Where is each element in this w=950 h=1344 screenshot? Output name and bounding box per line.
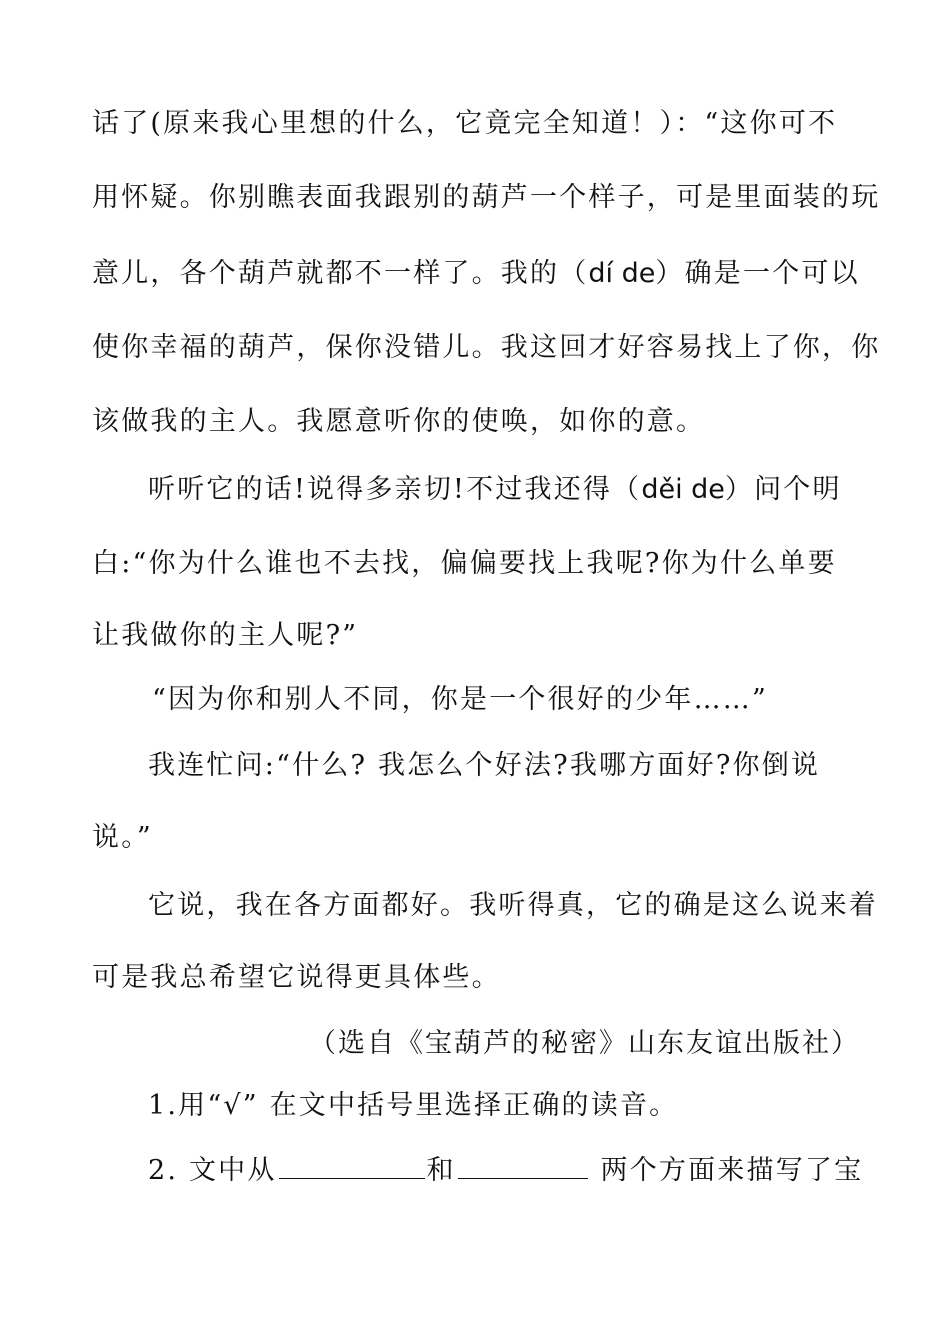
passage-line-7: 白:“你为什么谁也不去找，偏偏要找上我呢?你为什么单要 [92, 548, 837, 579]
passage-line-6 [148, 470, 862, 510]
passage-text: 听听它的话!说得多亲切!不过我还得（ [148, 474, 642, 505]
passage-line-11: 说。” [92, 822, 153, 853]
passage-line-10: 我连忙问:“什么? 我怎么个好法?我哪方面好?你倒说 [148, 750, 821, 781]
question-text: 2. 文中从 [148, 1155, 277, 1186]
question-2 [148, 1150, 862, 1190]
answer-blank-2[interactable] [458, 1150, 588, 1179]
question-text: 和 [426, 1155, 456, 1186]
question-text: 两个方面来描写了宝 [589, 1155, 864, 1186]
pinyin-annotation: dí de [588, 258, 656, 289]
pinyin-annotation: děi de [641, 474, 725, 505]
passage-line-5: 该做我的主人。我愿意听你的使唤，如你的意。 [92, 406, 706, 437]
passage-line-13: 可是我总希望它说得更具体些。 [92, 962, 501, 993]
passage-line-12: 它说，我在各方面都好。我听得真，它的确是这么说来着 [148, 890, 878, 921]
passage-text: 意儿，各个葫芦就都不一样了。我的（ [92, 258, 589, 289]
passage-line-3 [92, 254, 862, 294]
source-citation: （选自《宝葫芦的秘密》山东友谊出版社） [309, 1028, 860, 1059]
passage-line-4: 使你幸福的葫芦，保你没错儿。我这回才好容易找上了你，你 [92, 332, 881, 363]
passage-line-8: 让我做你的主人呢?” [92, 620, 359, 651]
answer-blank-1[interactable] [279, 1150, 425, 1179]
passage-text: ）问个明 [724, 474, 842, 505]
passage-line-1: 话了(原来我心里想的什么，它竟完全知道！）：“这你可不 [92, 108, 838, 139]
passage-line-2: 用怀疑。你别瞧表面我跟别的葫芦一个样子，可是里面装的玩 [92, 182, 881, 213]
question-1: 1.用“√” 在文中括号里选择正确的读音。 [148, 1090, 679, 1121]
passage-line-9: “因为你和别人不同，你是一个很好的少年……” [152, 684, 769, 715]
passage-text: ）确是一个可以 [655, 258, 860, 289]
